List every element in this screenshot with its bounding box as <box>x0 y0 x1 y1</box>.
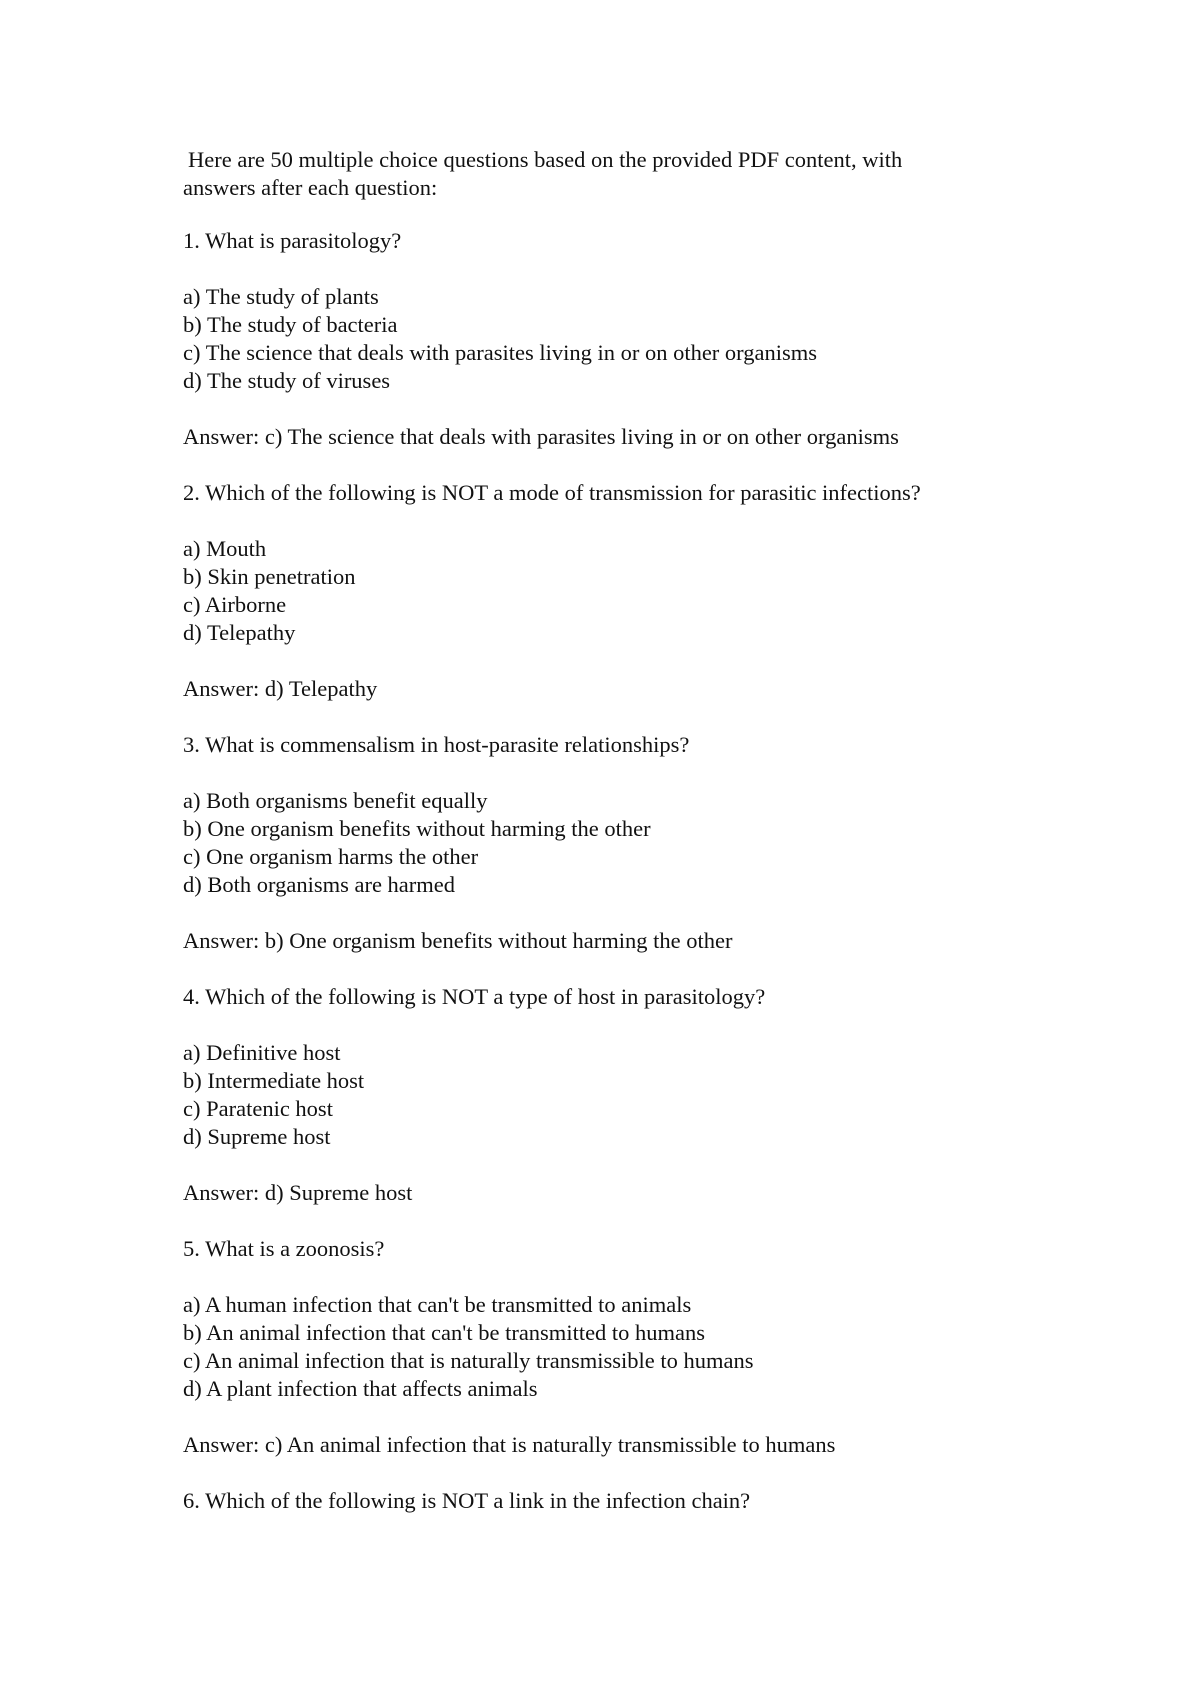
option-item: a) Both organisms benefit equally <box>183 788 488 813</box>
option-item: d) A plant infection that affects animals <box>183 1376 538 1401</box>
intro-line: Here are 50 multiple choice questions based on the provided PDF content, with <box>188 147 903 172</box>
question-block-6 <box>183 1487 1003 1515</box>
question-text: 1. What is parasitology? <box>183 228 402 253</box>
options-list <box>183 283 1003 395</box>
question-text: 4. Which of the following is NOT a type of host in parasitology? <box>183 984 766 1009</box>
answer-text: Answer: b) One organism benefits without harming the other <box>183 928 733 953</box>
option-item: b) One organism benefits without harming the other <box>183 816 651 841</box>
option-item: a) A human infection that can't be transmitted to animals <box>183 1292 692 1317</box>
intro-paragraph <box>183 146 1003 202</box>
option-item: c) One organism harms the other <box>183 844 479 869</box>
intro-line: answers after each question: <box>183 175 438 200</box>
question-block-3 <box>183 731 1003 955</box>
answer-text: Answer: c) The science that deals with parasites living in or on other organisms <box>183 424 899 449</box>
option-item: c) The science that deals with parasites living in or on other organisms <box>183 340 818 365</box>
answer-text: Answer: d) Telepathy <box>183 676 378 701</box>
option-item: b) Skin penetration <box>183 564 356 589</box>
option-item: a) Mouth <box>183 536 267 561</box>
answer-text: Answer: c) An animal infection that is naturally transmissible to humans <box>183 1432 836 1457</box>
question-block-2 <box>183 479 1003 703</box>
option-item: d) Both organisms are harmed <box>183 872 456 897</box>
question-block-4 <box>183 983 1003 1207</box>
option-item: c) Paratenic host <box>183 1096 333 1121</box>
answer-text: Answer: d) Supreme host <box>183 1180 413 1205</box>
question-block-5 <box>183 1235 1003 1459</box>
option-item: a) Definitive host <box>183 1040 341 1065</box>
question-text: 5. What is a zoonosis? <box>183 1236 385 1261</box>
options-list <box>183 1039 1003 1151</box>
options-list <box>183 787 1003 899</box>
option-item: a) The study of plants <box>183 284 379 309</box>
option-item: b) Intermediate host <box>183 1068 365 1093</box>
question-block-1 <box>183 227 1003 451</box>
document-content <box>183 146 1003 1543</box>
question-text: 6. Which of the following is NOT a link in the infection chain? <box>183 1488 751 1513</box>
options-list <box>183 1291 1003 1403</box>
question-text: 3. What is commensalism in host-parasite relationships? <box>183 732 690 757</box>
option-item: c) An animal infection that is naturally transmissible to humans <box>183 1348 754 1373</box>
options-list <box>183 535 1003 647</box>
option-item: b) An animal infection that can't be transmitted to humans <box>183 1320 706 1345</box>
option-item: c) Airborne <box>183 592 287 617</box>
question-text: 2. Which of the following is NOT a mode of transmission for parasitic infections? <box>183 480 921 505</box>
option-item: b) The study of bacteria <box>183 312 398 337</box>
option-item: d) Telepathy <box>183 620 296 645</box>
option-item: d) The study of viruses <box>183 368 391 393</box>
option-item: d) Supreme host <box>183 1124 331 1149</box>
